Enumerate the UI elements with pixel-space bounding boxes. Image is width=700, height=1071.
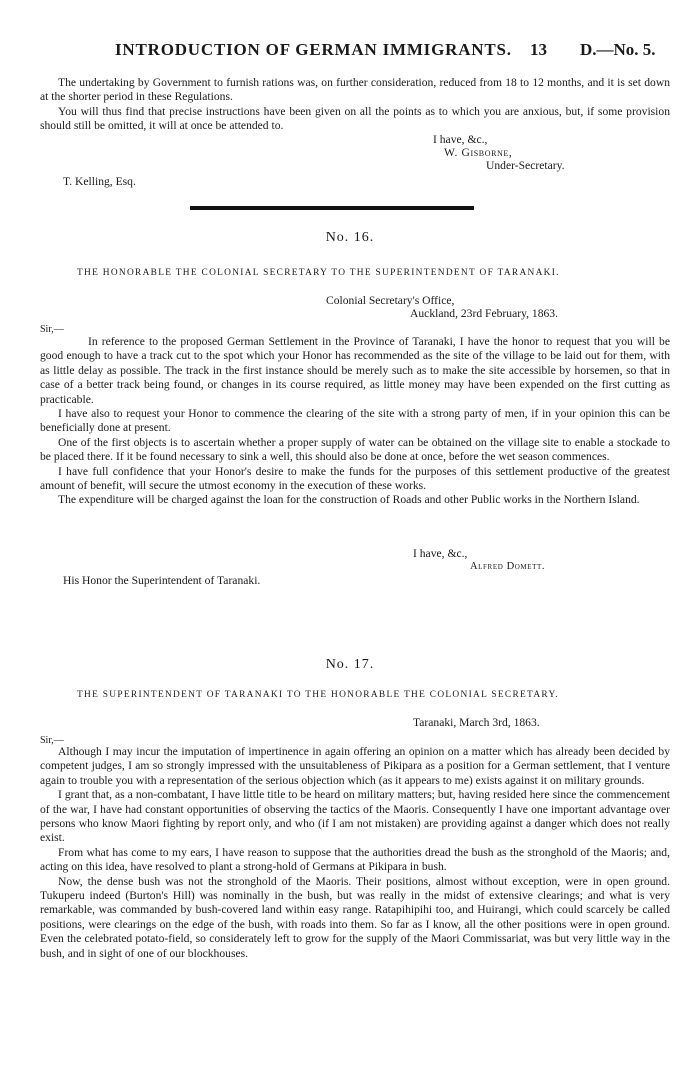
- letter-heading: THE HONORABLE THE COLONIAL SECRETARY TO THE SUPERINTENDENT OF TARANAKI.: [77, 268, 560, 278]
- running-title: INTRODUCTION OF GERMAN IMMIGRANTS.: [115, 40, 512, 59]
- signature: W. Gisborne,: [444, 146, 513, 159]
- salutation: Sir,—: [40, 735, 64, 746]
- paragraph: I grant that, as a non-combatant, I have little title to be heard on military matters; but, having resided here since the commencement of the war, I have had constant opportunities of observing the tactics of the Maoris. Consequently I have one important advantage over persons who know Maori fighting by report only, and who (if I am not mistaken) are providing against a danger which does not really exist.: [40, 788, 670, 845]
- closing: I have, &c.,: [413, 547, 468, 560]
- paragraph: Although I may incur the imputation of impertinence in again offering an opinion on a matter which has already been decided by competent judges, I am so strongly impressed with the unsuitableness of Pikipara as a position for a German settlement, that I venture again to trouble you with a representation of the serious objection which (as it appears to me) exists against it on military grounds.: [40, 745, 670, 787]
- closing: I have, &c.,: [433, 133, 488, 146]
- paragraph: You will thus find that precise instructions have been given on all the points as to which you are anxious, but, if some provision should still be omitted, it will at once be attended to.: [40, 104, 670, 133]
- paragraph: From what has come to my ears, I have reason to suppose that the authorities dread the bush as the stronghold of the Maoris; and, acting on this idea, have resolved to plant a strong-hold of Germans at Pikipara in bush.: [40, 845, 670, 874]
- addressee: T. Kelling, Esq.: [63, 175, 136, 188]
- office: Colonial Secretary's Office,: [326, 294, 455, 307]
- document-reference: D.—No. 5.: [580, 40, 656, 59]
- letter-number: No. 16.: [325, 230, 375, 245]
- letter-number: No. 17.: [325, 657, 375, 672]
- signature-title: Under-Secretary.: [486, 159, 565, 172]
- letter-heading: THE SUPERINTENDENT OF TARANAKI TO THE HONORABLE THE COLONIAL SECRETARY.: [77, 690, 559, 700]
- addressee: His Honor the Superintendent of Taranaki.: [63, 574, 261, 587]
- paragraph: One of the first objects is to ascertain whether a proper supply of water can be obtained on the village site to enable a stockade to be placed there. If it be found necessary to sink a well, this should also be done at once, before the wet season commences.: [40, 435, 670, 464]
- place-date: Auckland, 23rd February, 1863.: [410, 307, 559, 320]
- section-divider: [190, 206, 474, 210]
- paragraph: The undertaking by Government to furnish rations was, on further consideration, reduced from 18 to 12 months, and it is set down at the shorter period in these Regulations.: [40, 76, 670, 104]
- paragraph: I have full confidence that your Honor's desire to make the funds for the purposes of this settlement productive of the greatest amount of benefit, will secure the utmost economy in the execution of these works.: [40, 464, 670, 493]
- signature: Alfred Domett.: [470, 561, 546, 572]
- paragraph: The expenditure will be charged against the loan for the construction of Roads and other Public works in the Northern Island.: [58, 493, 640, 507]
- paragraph: I have also to request your Honor to commence the clearing of the site with a strong party of men, if in your opinion this can be beneficially done at present.: [40, 407, 670, 435]
- letter15-body: [40, 76, 670, 134]
- salutation: Sir,—: [40, 324, 64, 335]
- place-date: Taranaki, March 3rd, 1863.: [413, 716, 540, 729]
- paragraph: In reference to the proposed German Settlement in the Province of Taranaki, I have the honor to request that you will be good enough to have a track cut to the spot which your Honor has recommended as the site of the village to be laid out for them, with as little delay as possible. The track in the first instance should be merely such as to make the site accessible by horsemen, so that in case of a better track being found, or changes in its course required, as little money may have been expended on the first cutting as practicable.: [40, 335, 670, 406]
- paragraph: Now, the dense bush was not the stronghold of the Maoris. Their positions, almost without exception, were in open ground. Tukuperu indeed (Burton's Hill) was nominally in the bush, but was really in the midst of extensive clearings; and what is very remarkable, was commanded by bush-covered land within easy range. Ratapihipihi too, and Huirangi, which could scarcely be called positions, were clearings on the edge of the bush, with roads into them. So far as I know, all the other positions were in open ground. Even the celebrated potato-field, so considerately left to grow for the supply of the Maori Commissariat, was but very little way in the bush, and in sight of one of our blockhouses.: [40, 874, 670, 960]
- page-number: 13: [530, 40, 547, 59]
- letter17-body: [40, 745, 670, 961]
- letter16-body: [40, 335, 670, 508]
